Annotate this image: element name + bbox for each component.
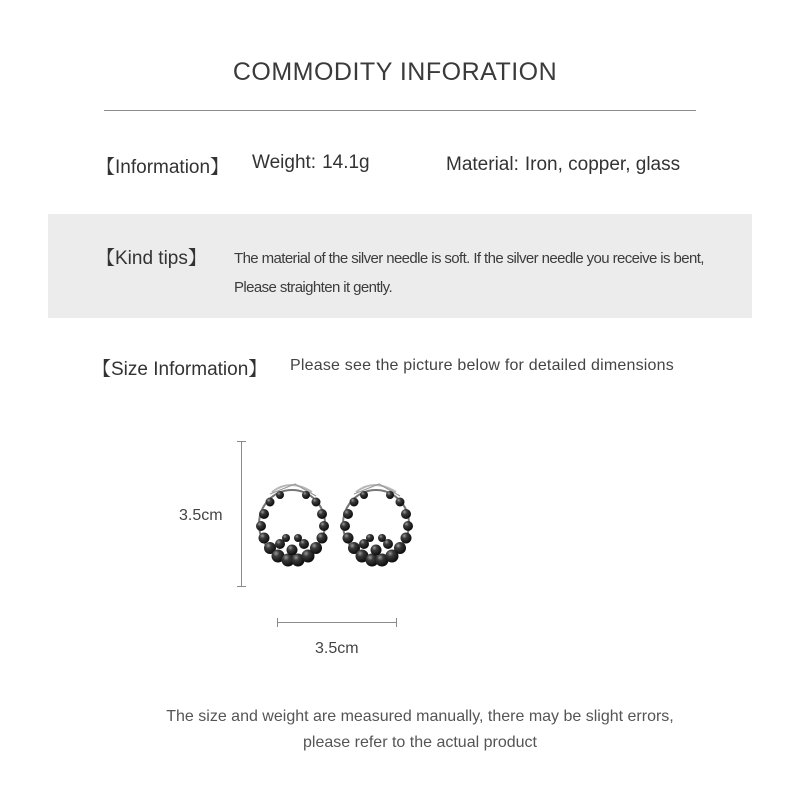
kind-tips-line-1: The material of the silver needle is soft. If the silver needle you receive is bent, xyxy=(234,250,704,267)
width-dimension-tick-left xyxy=(277,618,278,627)
kind-tips-label: 【Kind tips】 xyxy=(96,248,207,269)
material-field xyxy=(446,154,680,176)
disclaimer-line-2: please refer to the actual product xyxy=(303,734,537,751)
weight-value: 14.1g xyxy=(322,152,370,173)
width-dimension-line xyxy=(277,622,397,623)
width-dimension-label: 3.5cm xyxy=(315,640,359,657)
height-dimension-tick-bottom xyxy=(237,586,246,587)
measurement-disclaimer xyxy=(0,704,800,756)
kind-tips-line-2: Please straighten it gently. xyxy=(234,279,393,296)
kind-tips-text xyxy=(234,244,744,302)
title-divider xyxy=(104,110,696,111)
material-value: Iron, copper, glass xyxy=(524,154,681,175)
height-dimension-label: 3.5cm xyxy=(179,507,223,524)
right-earring xyxy=(340,484,413,567)
left-earring xyxy=(256,484,329,567)
weight-field xyxy=(252,152,370,174)
height-dimension-tick-top xyxy=(237,441,246,442)
size-information-label: 【Size Information】 xyxy=(92,359,268,380)
disclaimer-line-1: The size and weight are measured manually, there may be slight errors, xyxy=(166,708,674,725)
earrings-product-image xyxy=(250,476,420,572)
width-dimension-tick-right xyxy=(396,618,397,627)
size-information-description: Please see the picture below for detailed dimensions xyxy=(290,357,674,374)
material-label: Material: xyxy=(446,154,519,175)
page-title: COMMODITY INFORATION xyxy=(232,58,558,86)
information-label: 【Information】 xyxy=(96,157,230,178)
height-dimension-line xyxy=(241,441,242,587)
weight-label: Weight: xyxy=(252,152,317,173)
